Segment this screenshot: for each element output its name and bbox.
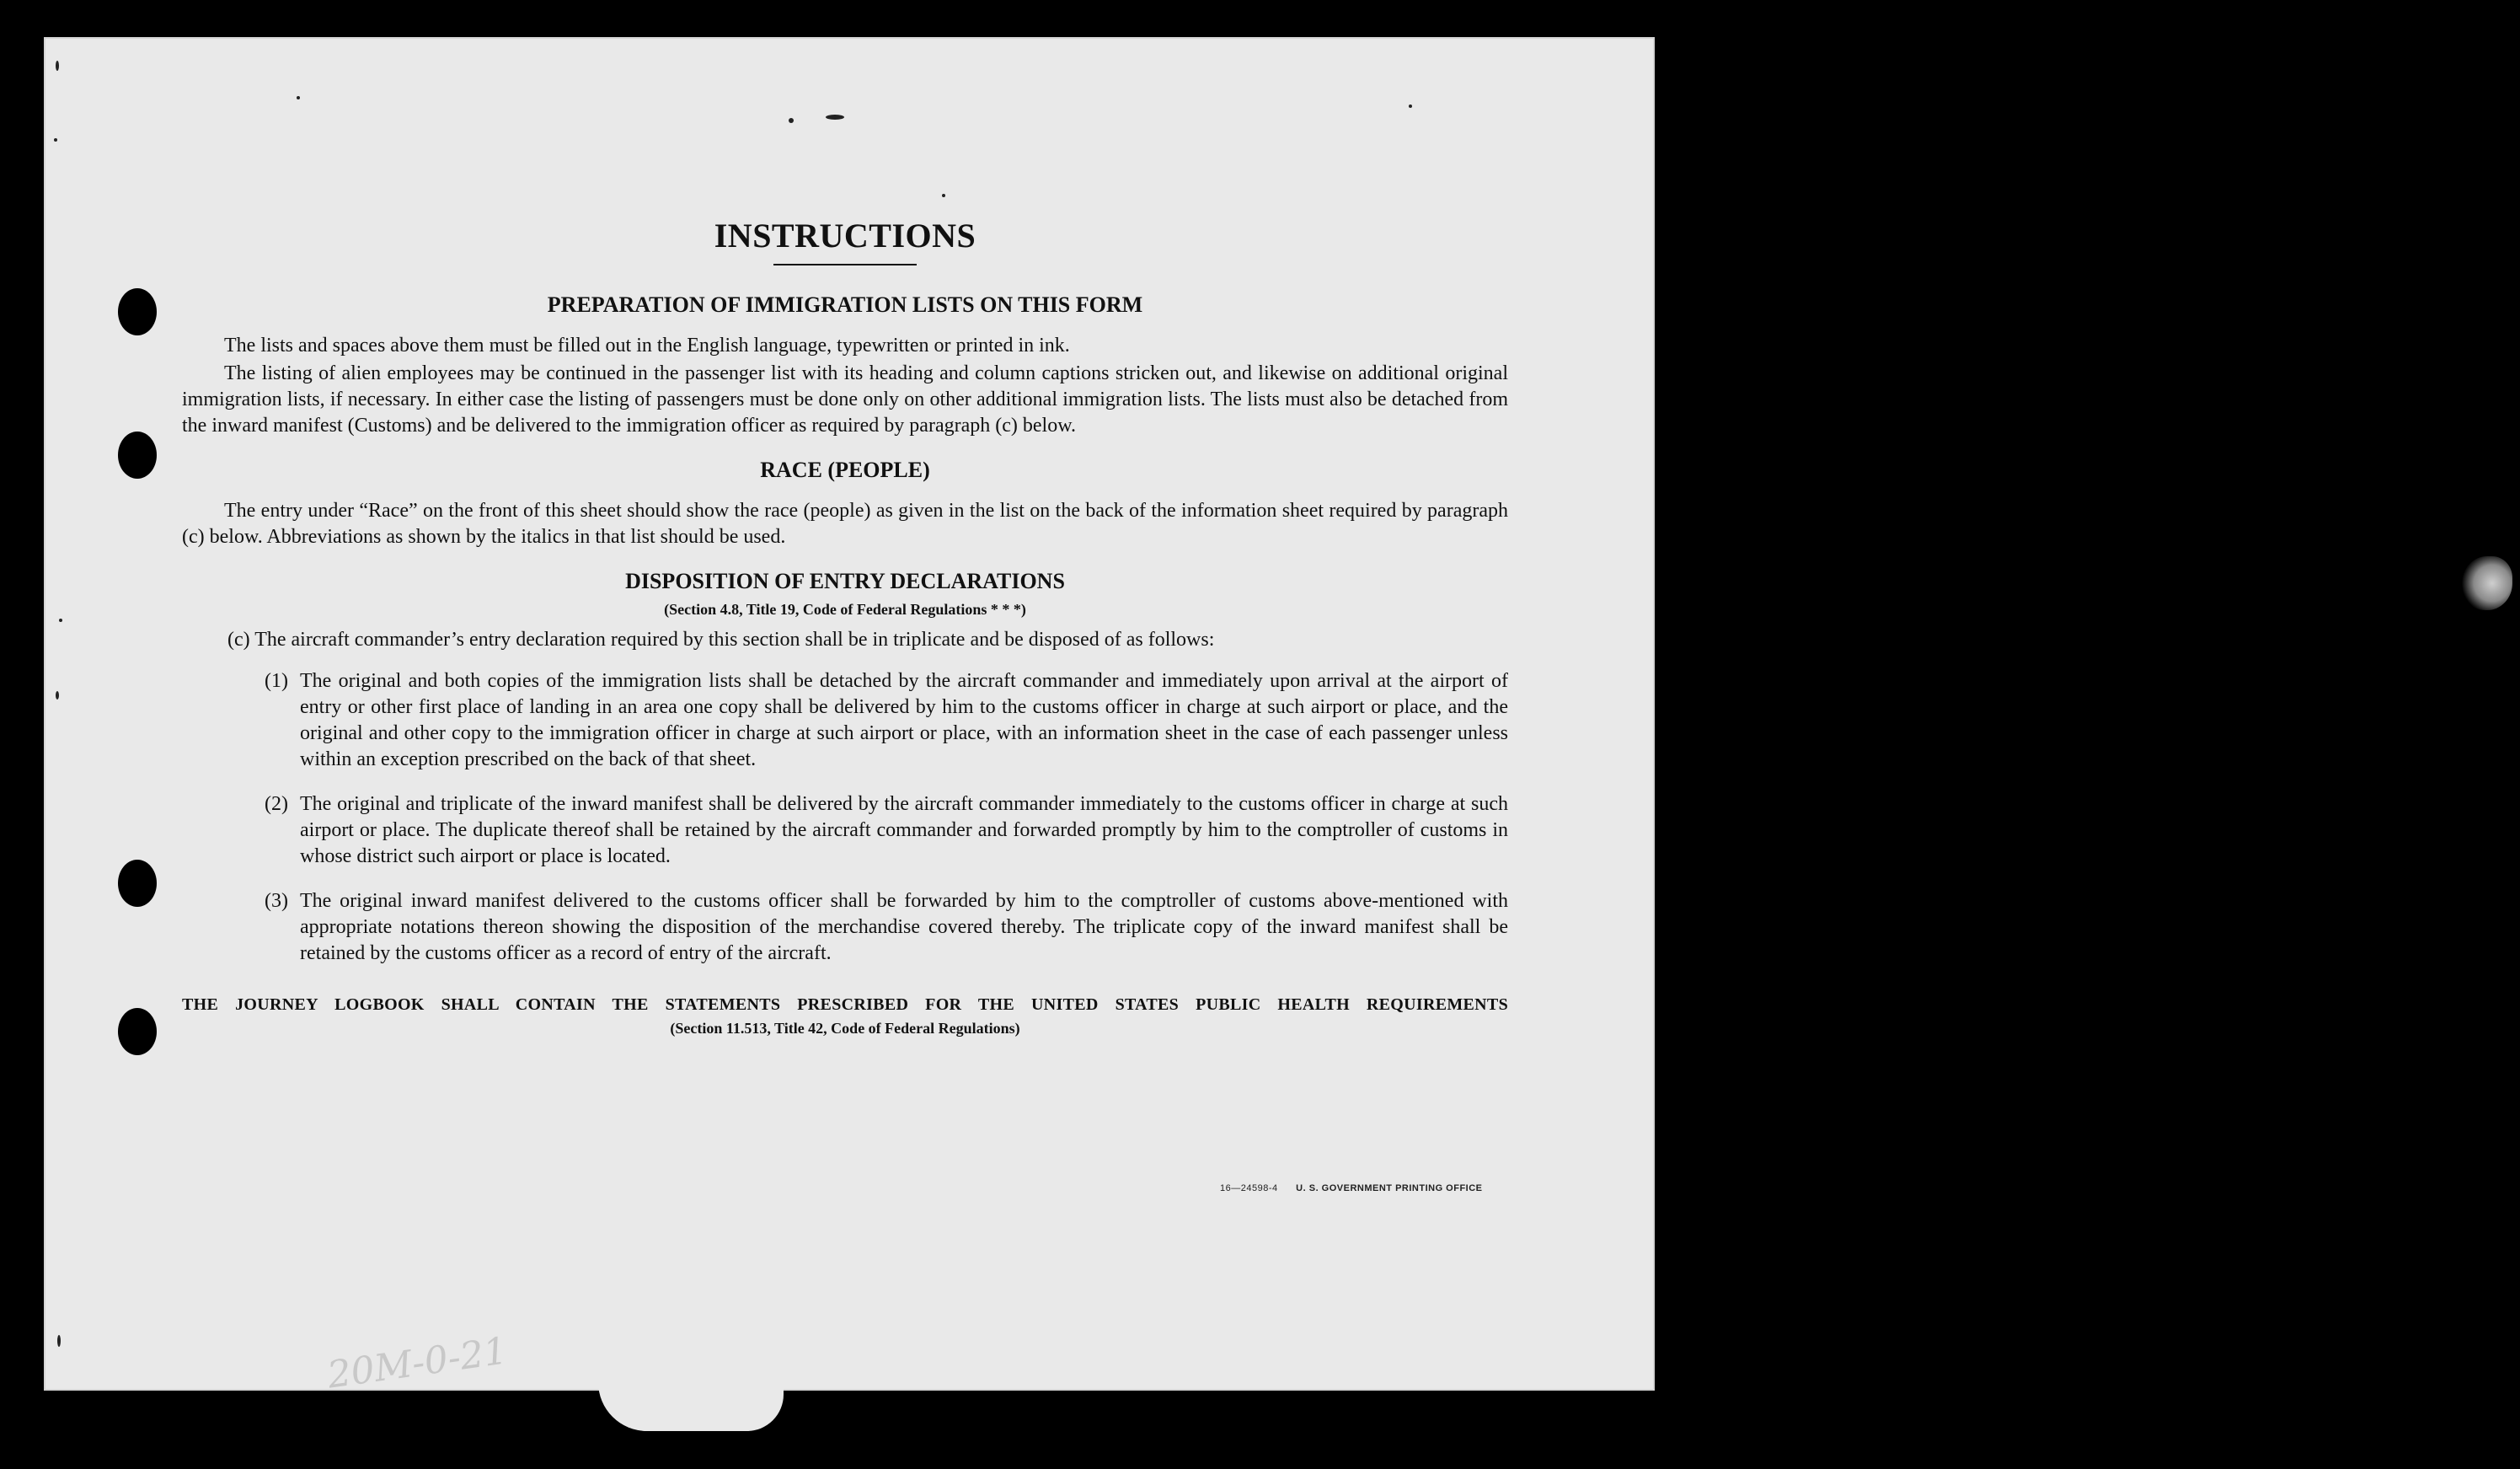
- punch-hole: [118, 860, 157, 907]
- section-heading-disposition: DISPOSITION OF ENTRY DECLARATIONS: [625, 569, 1065, 593]
- health-requirements-citation: (Section 11.513, Title 42, Code of Federal Regulations): [670, 1020, 1020, 1037]
- race-paragraph: The entry under “Race” on the front of this sheet should show the race (people) as given in the list on the back of the information sheet required by paragraph (c) below. Abbreviations as shown by the italics in that list should be used.: [182, 500, 1508, 548]
- list-item: [265, 888, 1508, 967]
- item-number: (3): [265, 890, 288, 912]
- ink-speck: [826, 115, 844, 120]
- title-underline: [773, 264, 917, 265]
- disposition-citation: (Section 4.8, Title 19, Code of Federal Regulations * * *): [664, 601, 1026, 618]
- item-number: (1): [265, 670, 288, 692]
- torn-paper-edge: [598, 1382, 784, 1431]
- punch-hole: [118, 432, 157, 479]
- ink-speck: [56, 61, 59, 71]
- item-number: (2): [265, 793, 288, 815]
- section-heading-preparation: PREPARATION OF IMMIGRATION LISTS ON THIS FORM: [547, 292, 1143, 317]
- punch-hole: [118, 288, 157, 335]
- item-text: The original and both copies of the immigration lists shall be detached by the aircraft commander and immediately upon arrival at the airport of entry or other first place of landing in an area one copy shall be delivered by him to the customs officer in charge at such airport or place, and the original and other copy to the immigration officer in charge at such airport or place, with an information sheet in the case of each passenger unless within an exception prescribed on the back of that sheet.: [300, 670, 1508, 770]
- ink-speck: [1409, 105, 1412, 108]
- handwritten-note: 20M-0-21: [324, 1329, 511, 1397]
- list-item: [265, 668, 1508, 773]
- ink-speck: [789, 118, 794, 123]
- form-code: 16—24598-4: [1220, 1183, 1278, 1193]
- printing-office: U. S. GOVERNMENT PRINTING OFFICE: [1296, 1183, 1483, 1193]
- section-heading-race: RACE (PEOPLE): [760, 458, 930, 482]
- preparation-paragraph-1: The lists and spaces above them must be filled out in the English language, typewritten or printed in ink.: [224, 335, 1070, 357]
- page-title: INSTRUCTIONS: [714, 217, 976, 255]
- printer-imprint: [1220, 1183, 1483, 1193]
- item-text: The original inward manifest delivered to the customs officer shall be forwarded by him to the comptroller of customs above-mentioned with appropriate notations thereon showing the disposition of the merchandise covered thereby. The triplicate copy of the inward manifest shall be retained by the customs officer as a record of entry of the aircraft.: [300, 890, 1508, 964]
- health-requirements-statement: THE JOURNEY LOGBOOK SHALL CONTAIN THE STATEMENTS PRESCRIBED FOR THE UNITED STATES PUBLIC HEALTH REQUIREMENTS: [182, 995, 1508, 1014]
- punch-hole: [118, 1008, 157, 1055]
- preparation-paragraph-2: The listing of alien employees may be continued in the passenger list with its heading and column captions stricken out, and likewise on additional original immigration lists, if necessary. In either case the listing of passengers must be done only on other additional immigration lists. The lists must also be detached from the inward manifest (Customs) and be delivered to the immigration officer as required by paragraph (c) below.: [182, 362, 1508, 437]
- list-item: [265, 791, 1508, 870]
- ink-speck: [59, 619, 62, 622]
- disposition-lead: (c) The aircraft commander’s entry declaration required by this section shall be in triplicate and be disposed of as follows:: [227, 629, 1215, 651]
- item-text: The original and triplicate of the inward manifest shall be delivered by the aircraft commander immediately to the customs officer in charge at such airport or place. The duplicate thereof shall be retained by the aircraft commander and forwarded promptly by him to the comptroller of customs in whose district such airport or place is located.: [300, 793, 1508, 867]
- instructions-content: [182, 216, 1508, 1037]
- ink-speck: [54, 138, 57, 142]
- ink-speck: [56, 691, 59, 700]
- ink-speck: [297, 96, 300, 99]
- ink-speck: [57, 1335, 61, 1347]
- edge-smudge: [2462, 556, 2512, 610]
- ink-speck: [942, 194, 945, 197]
